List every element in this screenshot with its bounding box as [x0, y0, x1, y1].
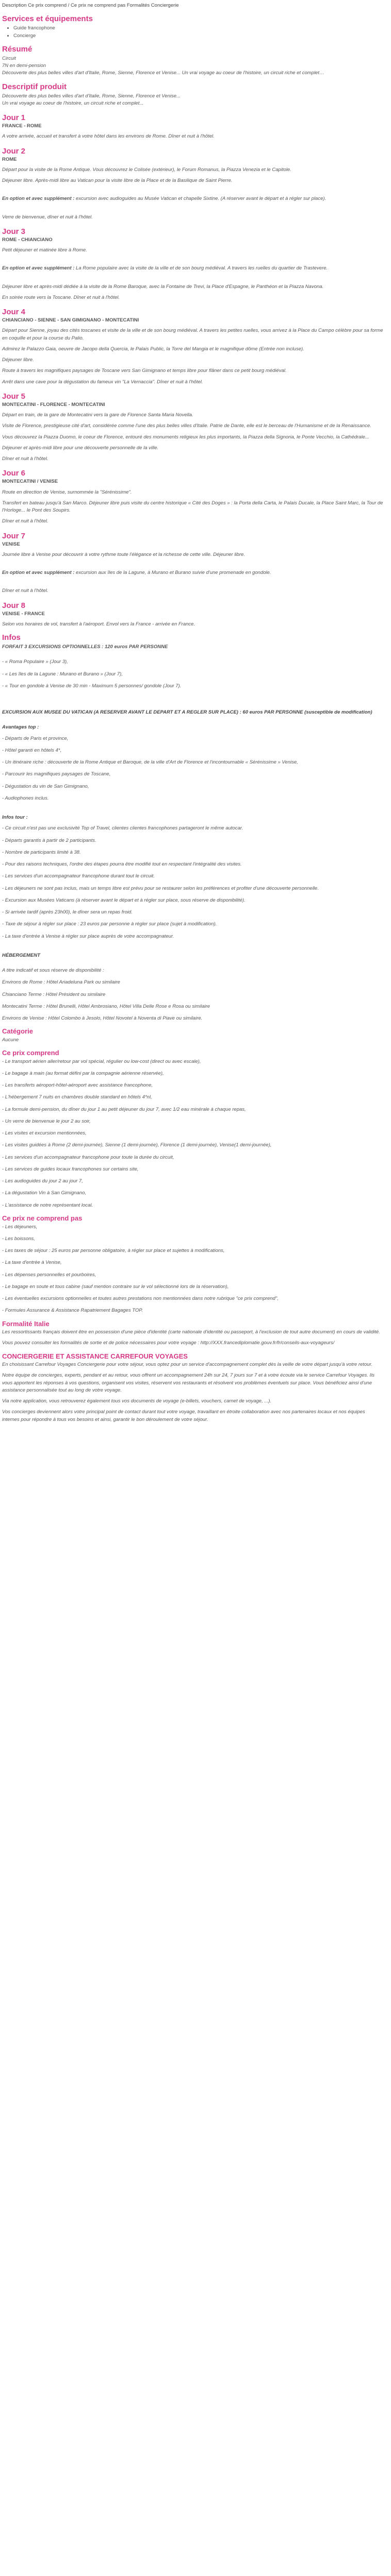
prix-comprend-item: - Un verre de bienvenue le jour 2 au soir,: [2, 1118, 91, 1124]
day-paragraph: Route à travers les magnifiques paysages de Toscane vers San Gimignano et temps libre pour flâner dans ce petit bourg médiéval.: [2, 368, 287, 374]
top-links-line: Description Ce prix comprend / Ce prix ne comprend pas Formalités Conciergerie: [2, 3, 179, 8]
hotel-list: [2, 979, 384, 1022]
resume-line: Circuit: [2, 55, 16, 61]
prix-comprend-item: - La formule demi-pension, du dîner du jour 1 au petit déjeuner du jour 7, avec 1/2 eau minérale à chaque repas,: [2, 1106, 246, 1112]
infos-option: - « Les îles de la Lagune : Murano et Burano » (Jour 7),: [2, 671, 123, 677]
prix-comprend-item: - L'assistance de notre représentant local.: [2, 1202, 93, 1208]
day-subtitle: CHIANCIANO - SIENNE - SAN GIMIGNANO - MONTECATINI: [2, 317, 139, 323]
hebergement-title: HÉBERGEMENT: [2, 952, 40, 958]
hotel-item: Montecatini Terme : Hôtel Brunelli, Hôtel Ambrosiano, Hôtel Villa Delle Rose e Rosa ou similaire: [2, 1003, 210, 1009]
advantage-item: - Départs de Paris et province,: [2, 735, 69, 741]
infos-tour-title: Infos tour :: [2, 815, 28, 820]
day-title: Jour 6: [2, 469, 26, 478]
hotel-item: Chianciano Terme : Hôtel Président ou similaire: [2, 991, 106, 997]
day-paragraph: Déjeuner libre. Après-midi libre au Vatican pour la visite libre de la Place et de la Basilique de Saint Pierre.: [2, 178, 233, 183]
day-title: Jour 4: [2, 308, 26, 316]
infos-title: Infos: [2, 633, 21, 642]
itinerary: [2, 113, 384, 628]
prix-ne-comprend-item: - Les éventuelles excursions optionnelles et toutes autres prestations non mentionnées dans notre rubrique "ce prix comprend",: [2, 1296, 279, 1302]
info-tour-item: - Pour des raisons techniques, l'ordre des étapes pourra être modifié tout en respectant l'intégralité des visites.: [2, 861, 242, 867]
day-paragraph: [2, 195, 384, 202]
prix-ne-comprend-item: - Les boissons,: [2, 1235, 35, 1242]
day-paragraph: Départ pour Sienne, joyau des cités toscanes et visite de la ville et de son bourg médiéval. A travers les petites ruelles, vous arrivez à la Place du Campo célèbre pour sa forme en coquille et pour la course du Palio.: [2, 328, 383, 341]
prix-comprend-item: - Les transferts aéroport-hôtel-aéroport avec assistance francophone,: [2, 1082, 153, 1089]
day-paragraph: Arrêt dans une cave pour la dégustation du fameux vin "La Vernaccia". Dîner et nuit à l'hôtel.: [2, 379, 203, 385]
info-tour-item: - Les déjeuners ne sont pas inclus, mais un temps libre est prévu pour se restaurer selon les préférences et profiter d'une découverte personnelle.: [2, 885, 319, 891]
prix-comprend-item: - Le transport aérien aller/retour par vol spécial, régulier ou low-cost (direct ou avec escale),: [2, 1058, 201, 1064]
day-paragraph: Journée libre à Venise pour découvrir à votre rythme toute l'élégance et la richesse de cette ville. Déjeuner libre.: [2, 551, 245, 557]
option-lead: En option et avec supplément :: [2, 570, 75, 575]
advantage-item: - Audiophones inclus.: [2, 795, 49, 801]
services-list: [2, 25, 384, 40]
prix-comprend-item: - Les visites guidées à Rome (2 demi-journée), Sienne (1 demi-journée), Florence (1 demi-journée), Venise(1 demi-journée),: [2, 1142, 272, 1148]
day-paragraph: Déjeuner libre.: [2, 357, 34, 363]
option-lead: En option et avec supplément :: [2, 265, 75, 272]
prix-ne-comprend-item: - Les taxes de séjour : 25 euros par personne obligatoire, à régler sur place et sujettes à modifications,: [2, 1248, 225, 1254]
resume-title: Résumé: [2, 44, 32, 54]
prix-ne-comprend-item: - La taxe d'entrée à Venise,: [2, 1260, 62, 1266]
info-tour-item: - Taxe de séjour à régler sur place : 23 euros par personne à régler sur place (sujet à modification).: [2, 921, 217, 927]
info-tour-item: - Départs garantis à partir de 2 participants.: [2, 837, 96, 843]
info-tour-item: - Nombre de participants limité à 38.: [2, 849, 81, 855]
prix-ne-comprend-item: - Les déjeuners,: [2, 1224, 38, 1230]
infos-vatican: EXCURSION AUX MUSEE DU VATICAN (A RESERVER AVANT LE DEPART ET A REGLER SUR PLACE) : 60 euros PAR PERSONNE (susceptible de modification): [2, 709, 372, 715]
descriptif-line: Découverte des plus belles villes d'art d'Italie, Rome, Sienne, Florence et Venise...: [2, 93, 181, 99]
prix-comprend-item: - Les visites et excursion mentionnées,: [2, 1130, 87, 1137]
conciergerie-paragraph: Vos concierges deviennent alors votre principal point de contact durant tout votre voyage, travaillant en étroite collaboration avec nos partenaires locaux et nos équipes internes pour répondre à tous vos besoins et ainsi, garantir le bon déroulement de votre séjour.: [2, 1409, 365, 1422]
infos-forfait: FORFAIT 3 EXCURSIONS OPTIONNELLES : 120 euros PAR PERSONNE: [2, 644, 168, 650]
day-paragraph: Déjeuner et après-midi libre pour une découverte personnelle de la ville.: [2, 445, 159, 451]
day-paragraph: Vous découvrez la Piazza Duomo, le coeur de Florence, entouré des monuments religieux les plus importants, la Piazza della Signoria, le Ponte Vecchio, la Cathédrale...: [2, 434, 369, 440]
prix-comprend-title: Ce prix comprend: [2, 1049, 59, 1057]
formalites-title: Formalité Italie: [2, 1319, 50, 1328]
option-text: excursion avec audioguides au Musée Vatican et chapelle Sixtine. (A réserver avant le départ et à régler sur place).: [74, 196, 327, 202]
advantage-item: - Hôtel garanti en hôtels 4*,: [2, 747, 62, 753]
day-paragraph: A votre arrivée, accueil et transfert à votre hôtel dans les environs de Rome. Dîner et nuit à l'hôtel.: [2, 133, 215, 140]
advantage-item: - Parcourir les magnifiques paysages de Toscane,: [2, 771, 111, 777]
conciergerie-title: CONCIERGERIE ET ASSISTANCE CARREFOUR VOYAGES: [2, 1352, 188, 1360]
conciergerie-paragraph: Notre équipe de concierges, experts, pendant et au retour, vous offrent un accompagnement 24h sur 24, 7 jours sur 7 et à votre écoute via le service Carrefour Voyages. Ils vous apportent les réponses à vos questions, organisent vos visites, réservent vos restaurants et résolvent vos problèmes éventuels sur place. Vous bénéficiez ainsi d'une assistance personnalisée tout au long de votre voyage.: [2, 1372, 375, 1393]
option-text: La Rome populaire avec la visite de la ville et de son bourg médiéval. A travers les ruelles du quartier de Trastevere.: [74, 265, 328, 272]
prix-comprend-item: - Les services de guides locaux francophones sur certains site,: [2, 1166, 139, 1172]
day-subtitle: ROME - CHIANCIANO: [2, 236, 53, 243]
day-title: Jour 5: [2, 392, 26, 401]
service-item: • Concierge: [13, 32, 384, 40]
advantage-item: - Un itinéraire riche : découverte de la Rome Antique et Baroque, de la ville d'Art de Florence et l'incontournable « Sérénissime » Venise,: [2, 759, 298, 765]
day-title: Jour 1: [2, 113, 26, 122]
service-item: • Guide francophone: [13, 25, 384, 32]
day-subtitle: ROME: [2, 156, 17, 162]
day-paragraph: Visite de Florence, prestigieuse cité d'art, considérée comme l'une des plus belles villes d'Italie. Patrie de Dante, elle est le berceau de l'Humanisme et de la Renaissance.: [2, 423, 371, 429]
formalites-paragraph: Les ressortissants français doivent être en possession d'une pièce d'identité (carte nationale d'identité ou passeport, à l'exclusion de tout autre document) en cours de validité.: [2, 1329, 380, 1335]
day-paragraph: Déjeuner libre et après-midi dédiée à la visite de la Rome Baroque, avec la Fontaine de Trevi, la Place d'Espagne, le Panthéon et la Piazza Navona.: [2, 283, 324, 290]
prix-comprend-item: - Le bagage à main (au format défini par la compagnie aérienne réservée),: [2, 1070, 164, 1076]
advantages-list: [2, 735, 384, 803]
prix-ne-comprend-item: - Le bagage en soute et tous cabine (sauf mention contraire sur le vol sélectionné lors de la réservation),: [2, 1283, 229, 1290]
resume-line: 7N en demi-pension: [2, 63, 46, 69]
day-paragraph: Route en direction de Venise, surnommée la "Sérénissime".: [2, 489, 132, 495]
day-paragraph: Dîner et nuit à l'hôtel.: [2, 518, 48, 524]
prix-ne-comprend-list: [2, 1224, 384, 1315]
day-paragraph: Dîner et nuit à l'hôtel.: [2, 588, 48, 594]
descriptif-title: Descriptif produit: [2, 82, 67, 91]
info-tour-item: - Les services d'un accompagnateur francophone durant tout le circuit.: [2, 873, 155, 879]
day-subtitle: VENISE: [2, 541, 20, 547]
advantage-item: - Dégustation du vin de San Gimignano,: [2, 783, 89, 789]
day-subtitle: VENISE - FRANCE: [2, 611, 45, 617]
conciergerie-paragraph: En choisissant Carrefour Voyages Conciergerie pour votre séjour, vous optez pour un service d'accompagnement complet dès la veille de votre départ jusqu'à votre retour.: [2, 1362, 372, 1368]
infos-advantages-title: Avantages top :: [2, 724, 39, 731]
info-tour-item: - Ce circuit n'est pas une exclusivité Top of Travel, clientes clientes francophones partageront le même autocar.: [2, 825, 243, 832]
infos-option: - « Tour en gondole à Venise de 30 min - Maximum 5 personnes/ gondole (Jour 7).: [2, 683, 182, 689]
day-paragraph: Verre de bienvenue, dîner et nuit à l'hôtel.: [2, 214, 93, 220]
day-title: Jour 8: [2, 601, 26, 610]
infos-option: - « Roma Populaire » (Jour 3),: [2, 659, 68, 665]
formalites-paragraph: Vous pouvez consulter les formalités de sortie et de police nécessaires pour votre voyage : http://XXX.francediplomatie.gouv.fr/fr/conseils-aux-voyageurs/: [2, 1340, 335, 1346]
categorie-value: Aucune: [2, 1037, 19, 1043]
info-tour-item: - Si arrivée tardif (après 23h00), le dîner sera un repas froid.: [2, 909, 133, 915]
prix-comprend-item: - La dégustation Vin à San Gimignano,: [2, 1190, 87, 1196]
day-paragraph: En soirée route vers la Toscane. Dîner et nuit à l'hôtel.: [2, 294, 120, 300]
day-paragraph: [2, 569, 384, 577]
option-text: excursion aux îles de la Lagune, à Murano et Burano suivie d'une promenade en gondole.: [74, 570, 271, 575]
prix-comprend-item: - L'hébergement 7 nuits en chambres double standard en hôtels 4*nl,: [2, 1094, 152, 1100]
day-title: Jour 2: [2, 146, 26, 156]
resume-line: Découverte des plus belles villes d'art d'Italie, Rome, Sienne, Florence et Venise... Un vrai voyage au coeur de l'histoire, un circuit riche et complet…: [2, 70, 324, 76]
prix-comprend-item: - Les audioguides du jour 2 au jour 7,: [2, 1178, 83, 1184]
day-paragraph: [2, 265, 384, 272]
day-subtitle: MONTECATINI - FLORENCE - MONTECATINI: [2, 401, 105, 408]
info-tour-item: - La taxe d'entrée à Venise à régler sur place auprès de votre accompagnateur.: [2, 933, 174, 939]
prix-ne-comprend-title: Ce prix ne comprend pas: [2, 1214, 83, 1222]
option-lead: En option et avec supplément :: [2, 196, 75, 202]
day-paragraph: Transfert en bateau jusqu'à San Marco. Déjeuner libre puis visite du centre historique « Cité des Doges » : la Porta della Carta, le Palais Ducale, la Place Saint Marc, la Tour de l'Horloge... le Pont des Soupirs.: [2, 500, 383, 513]
day-paragraph: Selon vos horaires de vol, transfert à l'aéroport. Envol vers la France - arrivée en France.: [2, 621, 196, 627]
day-paragraph: Départ pour la visite de la Rome Antique. Vous découvrez le Colisée (extérieur), le Forum Romanus, la Piazza Venezia et le Capitole.: [2, 166, 291, 173]
conciergerie-paragraph: Via notre application, vous retrouverez également tous vos documents de voyage (e-billets, vouchers, carnet de voyage, ...).: [2, 1398, 272, 1404]
day-paragraph: Départ en train, de la gare de Montecatini vers la gare de Florence Santa Maria Novella.: [2, 412, 193, 418]
services-title: Services et équipements: [2, 14, 93, 24]
info-tour-list: [2, 825, 384, 940]
categorie-title: Catégorie: [2, 1027, 33, 1036]
day-paragraph: Dîner et nuit à l'hôtel.: [2, 456, 48, 462]
prix-ne-comprend-item: - Les dépenses personnelles et pourboires,: [2, 1272, 96, 1278]
hotel-item: Environs de Rome : Hôtel Ariadeluna Park ou similaire: [2, 979, 120, 986]
prix-ne-comprend-item: - Formules Assurance & Assistance Rapatriement Bagages TOP.: [2, 1308, 143, 1314]
day-paragraph: Petit déjeuner et matinée libre à Rome.: [2, 247, 87, 253]
hebergement-intro: A titre indicatif et sous réserve de disponibilité :: [2, 968, 104, 973]
prix-comprend-list: [2, 1058, 384, 1209]
hotel-item: Environs de Venise : Hôtel Colombo à Jesolo, Hôtel Novotel à Noventa di Piave ou similaire.: [2, 1015, 203, 1021]
day-paragraph: Admirez le Palazzo Gaia, oeuvre de Jacopo della Quercia, le Palais Public, la Torre del Mangia et le magnifique dôme (Entrée non incluse).: [2, 346, 304, 352]
day-title: Jour 3: [2, 227, 26, 236]
prix-comprend-item: - Les services d'un accompagnateur francophone pour toute la durée du circuit,: [2, 1154, 174, 1160]
info-tour-item: - Excursion aux Musées Vaticans (à réserver avant le départ et à régler sur place, sous réserve de disponibilité).: [2, 897, 246, 903]
descriptif-line: Un vrai voyage au coeur de l'histoire, un circuit riche et complet...: [2, 100, 144, 106]
day-subtitle: MONTECATINI / VENISE: [2, 479, 58, 485]
day-title: Jour 7: [2, 531, 26, 540]
day-subtitle: FRANCE - ROME: [2, 123, 42, 129]
